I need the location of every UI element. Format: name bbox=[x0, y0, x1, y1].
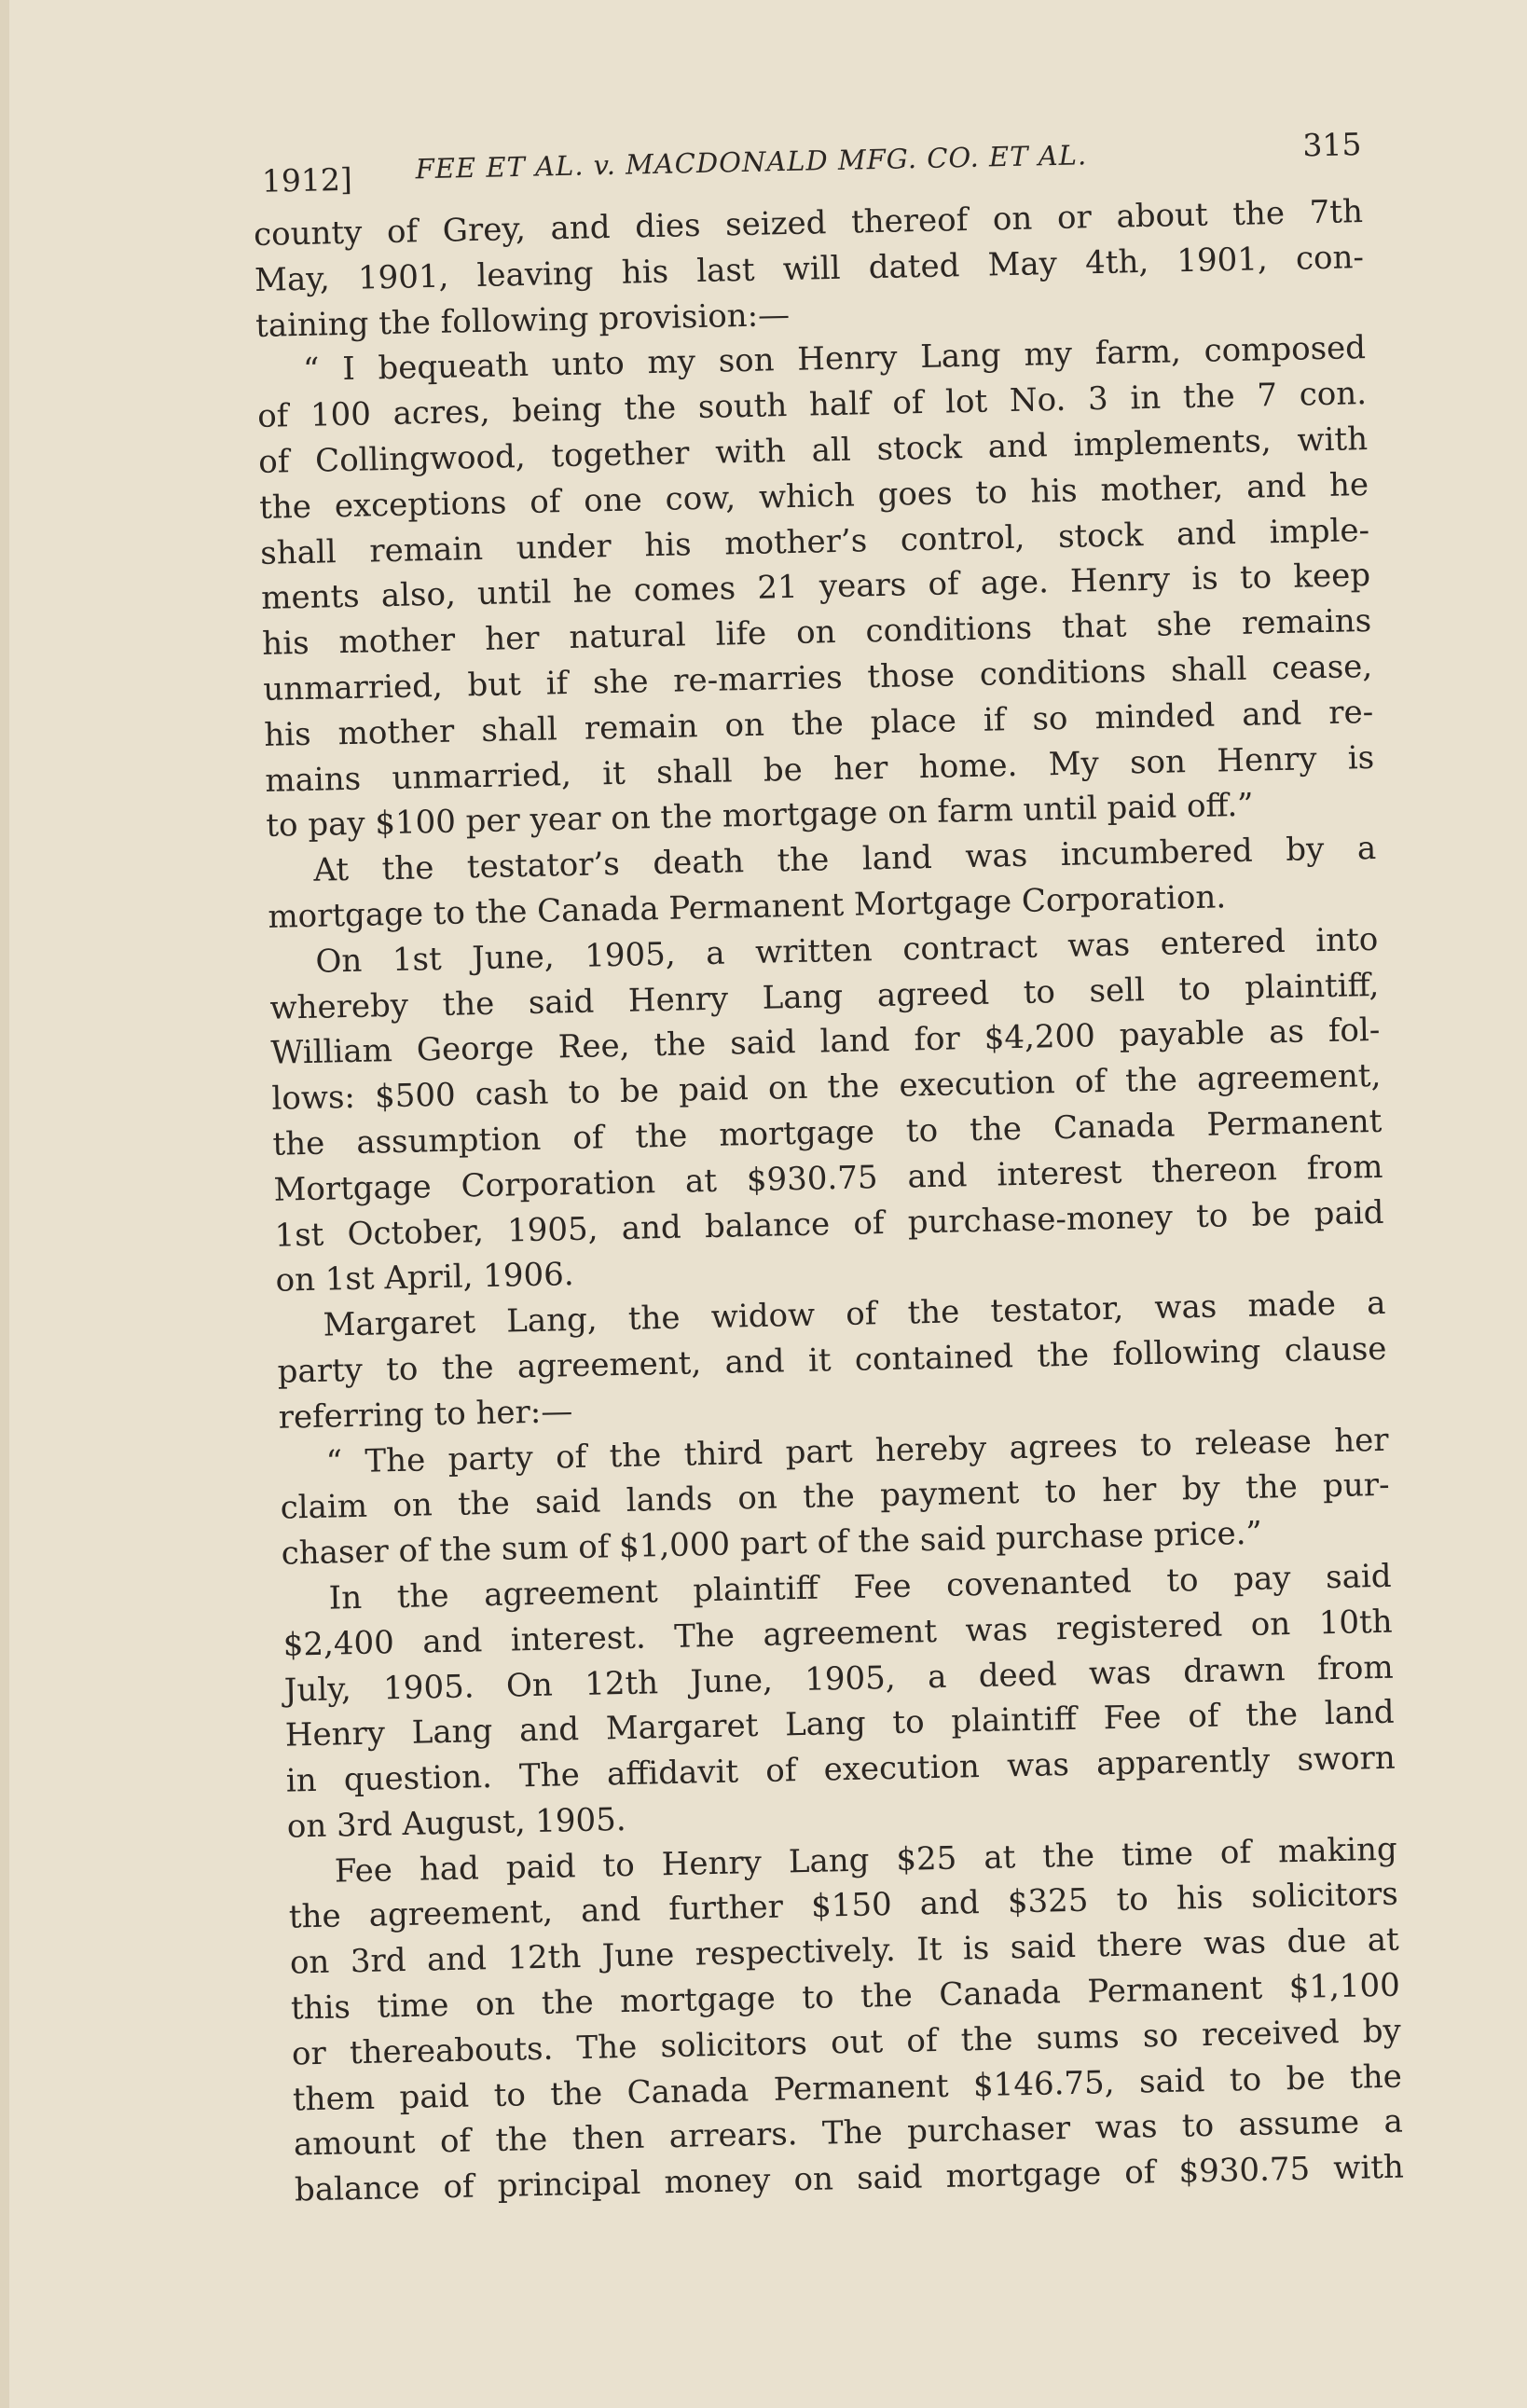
text-line: of Collingwood, together with all stock and implements, with bbox=[257, 420, 1369, 481]
text-line: May, 1901, leaving his last will dated May 4th, 1901, con- bbox=[254, 238, 1365, 299]
header-running-title: FEE ET AL. v. MACDONALD MFG. CO. ET AL. bbox=[415, 139, 1088, 186]
text-line: mains unmarried, it shall be her home. My son Henry is bbox=[264, 738, 1375, 800]
text-line: taining the following provision:— bbox=[254, 296, 791, 345]
text-line: in question. The affidavit of execution was apparently sworn bbox=[285, 1739, 1396, 1800]
text-line: on 3rd August, 1905. bbox=[286, 1800, 627, 1846]
text-line: his mother her natural life on conditions that she remains bbox=[261, 602, 1372, 664]
text-line: this time on the mortgage to the Canada Permanent $1,100 bbox=[290, 1966, 1401, 2028]
text-line: $2,400 and interest. The agreement was registered on 10th bbox=[282, 1603, 1393, 1664]
text-line: Henry Lang and Margaret Lang to plaintiff Fee of the land bbox=[284, 1694, 1396, 1754]
text-line: On 1st June, 1905, a written contract was entered into bbox=[315, 920, 1379, 981]
text-line: Fee had paid to Henry Lang $25 at the time of making bbox=[334, 1830, 1398, 1891]
text-line: chaser of the sum of $1,000 part of the said purchase price.” bbox=[281, 1514, 1263, 1573]
text-line: or thereabouts. The solicitors out of the sums so received by bbox=[291, 2012, 1402, 2073]
text-line: them paid to the Canada Permanent $146.75, said to be the bbox=[292, 2057, 1403, 2119]
text-line: William George Ree, the said land for $4,200 payable as fol- bbox=[270, 1011, 1381, 1073]
header-year: 1912] bbox=[261, 160, 353, 200]
text-line: county of Grey, and dies seized thereof on or about the 7th bbox=[253, 193, 1364, 254]
text-line: balance of principal money on said mortgage of $930.75 with bbox=[294, 2148, 1405, 2209]
text-line: party to the agreement, and it contained the following clause bbox=[277, 1329, 1387, 1391]
text-line: lows: $500 cash to be paid on the execution of the agreement, bbox=[271, 1056, 1382, 1118]
text-line: of 100 acres, being the south half of lot No. 3 in the 7 con. bbox=[256, 375, 1368, 436]
text-line: his mother shall remain on the place if so minded and re- bbox=[263, 693, 1374, 754]
text-line: whereby the said Henry Lang agreed to sell to plaintiff, bbox=[269, 966, 1380, 1027]
text-line: July, 1905. On 12th June, 1905, a deed was drawn from bbox=[283, 1648, 1394, 1710]
running-header bbox=[252, 117, 1362, 200]
text-line: “ I bequeath unto my son Henry Lang my farm, composed bbox=[302, 329, 1367, 390]
text-line: the assumption of the mortgage to the Canada Permanent bbox=[272, 1102, 1383, 1163]
page-edge bbox=[0, 0, 9, 2408]
text-line: the agreement, and further $150 and $325 to his solicitors bbox=[288, 1876, 1399, 1937]
text-line: “ The party of the third part hereby agrees to release her bbox=[325, 1421, 1389, 1481]
text-line: In the agreement plaintiff Fee covenanted to pay said bbox=[328, 1557, 1392, 1617]
text-line: Mortgage Corporation at $930.75 and interest thereon from bbox=[273, 1148, 1383, 1209]
text-line: mortgage to the Canada Permanent Mortgage Corporation. bbox=[268, 878, 1227, 936]
text-line: on 1st April, 1906. bbox=[275, 1256, 574, 1300]
text-line: Margaret Lang, the widow of the testator, was made a bbox=[323, 1284, 1386, 1344]
text-line: 1st October, 1905, and balance of purchase-money to be paid bbox=[274, 1193, 1384, 1255]
text-line: to pay $100 per year on the mortgage on farm until paid off.” bbox=[266, 787, 1254, 846]
text-line: the exceptions of one cow, which goes to his mother, and he bbox=[258, 465, 1369, 527]
text-block bbox=[252, 117, 1404, 2213]
text-line: claim on the said lands on the payment to her by the pur- bbox=[280, 1466, 1390, 1527]
text-line: At the testator’s death the land was incumbered by a bbox=[313, 830, 1377, 889]
header-page-number: 315 bbox=[1301, 126, 1362, 164]
text-line: ments also, until he comes 21 years of age. Henry is to keep bbox=[260, 557, 1371, 618]
text-line: referring to her:— bbox=[278, 1392, 573, 1437]
text-line: unmarried, but if she re-marries those conditions shall cease, bbox=[262, 647, 1373, 709]
text-line: on 3rd and 12th June respectively. It is said there was due at bbox=[289, 1920, 1400, 1982]
text-line: amount of the then arrears. The purchaser was to assume a bbox=[293, 2103, 1404, 2164]
text-line: shall remain under his mother’s control, stock and imple- bbox=[259, 511, 1370, 572]
